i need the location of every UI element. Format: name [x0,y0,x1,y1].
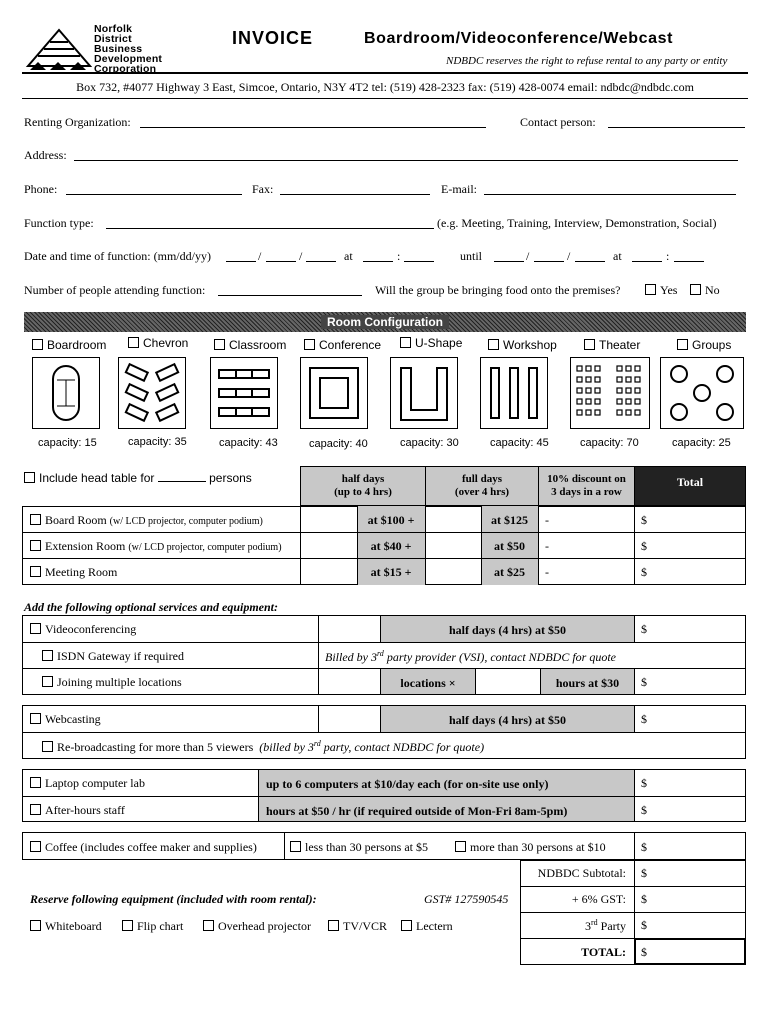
equipment-heading: Reserve following equipment (included with room rental): [30,892,317,906]
until-dd-input[interactable] [534,261,564,262]
until-mm-input[interactable] [494,261,524,262]
gst-number: GST# 127590545 [424,892,509,906]
joining-total[interactable]: $ [641,675,647,689]
room-config-title: Room Configuration [321,315,449,329]
coffee-option[interactable]: Coffee (includes coffee maker and supplies) [30,840,257,855]
date-yy-input[interactable] [306,261,336,262]
theater-layout-icon [570,357,650,429]
until-yy-input[interactable] [575,261,605,262]
header-rule [22,72,748,74]
flipchart-option[interactable]: Flip chart [122,919,183,934]
refuse-note: NDBDC reserves the right to refuse rental to any party or entity [446,55,728,67]
fax-input[interactable] [280,194,430,195]
address-label: Address: [24,148,67,162]
date-time-label: Date and time of function: (mm/dd/yy) [24,249,211,263]
workshop-layout-icon [480,357,548,429]
third-party-label: 3rd Party [584,918,626,933]
extension-full-rate: at $50 [494,539,525,553]
boardroom-row[interactable]: Board Room (w/ LCD projector, computer podium) [30,513,263,528]
config-workshop-option[interactable]: Workshop [488,338,557,352]
capacity-theater: capacity: 70 [580,437,639,449]
yes-label: Yes [660,283,678,297]
head-table-persons: persons [209,471,252,485]
date-sep: / [526,249,530,263]
head-table-label: Include head table for [39,471,155,485]
meeting-half-rate: at $15 + [370,565,412,579]
afterhours-rate: hours at $50 / hr (if required outside of Mon-Fri 8am-5pm) [266,804,568,818]
until-min-input[interactable] [674,261,704,262]
config-classroom-option[interactable]: Classroom [214,338,286,352]
ndbdc-logo-icon [24,26,94,72]
laptop-total[interactable]: $ [641,776,647,790]
afterhours-total[interactable]: $ [641,803,647,817]
locations-label: locations × [400,676,456,690]
meeting-full-rate: at $25 [494,565,525,579]
config-boardroom-option[interactable]: Boardroom [32,338,106,352]
config-ushape-option[interactable]: U-Shape [400,336,462,350]
time-mm-input[interactable] [404,261,434,262]
no-label: No [705,283,720,297]
address-rule [22,98,748,99]
logo [24,23,184,75]
boardroom-discount: - [545,513,549,527]
gst-label: + 6% GST: [571,892,626,906]
org-line: Norfolk [94,23,133,35]
webcast-total[interactable]: $ [641,712,647,726]
optional-heading: Add the following optional services and equipment: [24,600,279,614]
extension-checkbox[interactable] [30,540,41,551]
time-hh-input[interactable] [363,261,393,262]
email-label: E-mail: [441,182,477,196]
boardroom-half-rate: at $100 + [367,513,415,527]
meeting-total[interactable]: $ [641,565,647,579]
extension-row[interactable]: Extension Room (w/ LCD projector, computer podium) [30,539,282,554]
overhead-projector-option[interactable]: Overhead projector [203,919,311,934]
ushape-layout-icon [390,357,458,429]
fax-label: Fax: [252,182,274,196]
org-line: Corporation [94,63,157,75]
conference-layout-icon [300,357,368,429]
boardroom-full-rate: at $125 [491,513,528,527]
isdn-note: Billed by 3rd party provider (VSI), contact NDBDC for quote [325,649,616,664]
boardroom-layout-icon [32,357,100,429]
people-input[interactable] [218,295,362,296]
org-line: Business [94,43,143,55]
org-line: Development [94,53,163,65]
groups-layout-icon [660,357,744,429]
time-sep: : [666,249,670,263]
date-dd-input[interactable] [266,261,296,262]
lectern-option[interactable]: Lectern [401,919,453,934]
date-mm-input[interactable] [226,261,256,262]
time-sep: : [397,249,401,263]
rebroadcast-option[interactable]: Re-broadcasting for more than 5 viewers (billed by 3rd party, contact NDBDC for quote) [42,739,484,755]
boardroom-checkbox[interactable] [30,514,41,525]
subtotal-value[interactable]: $ [641,866,647,880]
meeting-row[interactable]: Meeting Room [30,565,117,580]
address-line: Box 732, #4077 Highway 3 East, Simcoe, Ontario, N3Y 4T2 tel: (519) 428-2323 fax: (519) 428-0074 email: ndbdc@ndbdc.com [76,80,694,94]
function-type-input[interactable] [106,228,434,229]
total-label: TOTAL: [581,945,626,959]
date-sep: / [567,249,571,263]
config-chevron-option[interactable]: Chevron [128,336,188,350]
capacity-workshop: capacity: 45 [490,437,549,449]
capacity-classroom: capacity: 43 [219,437,278,449]
no-checkbox[interactable] [690,284,701,295]
function-type-example: (e.g. Meeting, Training, Interview, Demonstration, Social) [437,216,717,230]
invoice-title: INVOICE [232,28,314,48]
renting-org-input[interactable] [140,127,486,128]
col-half-text: half days (up to 4 hrs) [334,473,392,498]
contact-label: Contact person: [520,115,596,129]
address-input[interactable] [74,160,738,161]
boardroom-total[interactable]: $ [641,513,647,527]
head-table-option[interactable] [24,471,252,485]
room-config-bar [24,312,746,332]
chevron-layout-icon [118,357,186,429]
capacity-conference: capacity: 40 [309,438,368,450]
function-type-label: Function type: [24,216,94,230]
phone-label: Phone: [24,182,58,196]
col-full-text: full days (over 4 hrs) [454,473,510,498]
food-yes-option[interactable] [645,283,677,298]
date-sep: / [258,249,262,263]
hours30-label: hours at $30 [555,676,620,690]
videoconf-option[interactable]: Videoconferencing [30,622,136,637]
col-total-text: Total [676,475,704,489]
afterhours-option[interactable]: After-hours staff [30,803,125,818]
until-at-label: at [613,249,622,263]
org-line: District [94,33,132,45]
until-hh-input[interactable] [632,261,662,262]
until-label: until [460,249,483,263]
meeting-checkbox[interactable] [30,566,41,577]
food-no-option[interactable] [690,283,720,298]
yes-checkbox[interactable] [645,284,656,295]
laptop-option[interactable]: Laptop computer lab [30,776,145,791]
total-value[interactable]: $ [641,945,647,959]
capacity-boardroom: capacity: 15 [38,437,97,449]
tvvcr-option[interactable]: TV/VCR [328,919,387,934]
subtotal-label: NDBDC Subtotal: [537,866,626,880]
config-theater-option[interactable]: Theater [584,338,640,352]
config-conference-option[interactable]: Conference [304,338,381,352]
videoconf-total[interactable]: $ [641,622,647,636]
at-label: at [344,249,353,263]
webcast-option[interactable]: Webcasting [30,712,101,727]
date-sep: / [299,249,303,263]
coffee-lt30-option[interactable]: less than 30 persons at $5 [290,840,428,855]
renting-org-label: Renting Organization: [24,115,131,129]
videoconf-rate: half days (4 hrs) at $50 [448,623,566,637]
classroom-layout-icon [210,357,278,429]
head-table-checkbox[interactable] [24,472,35,483]
coffee-total[interactable]: $ [641,840,647,854]
food-question: Will the group be bringing food onto the premises? [375,283,621,297]
email-input[interactable] [484,194,736,195]
capacity-groups: capacity: 25 [672,437,731,449]
people-label: Number of people attending function: [24,283,206,297]
extension-total[interactable]: $ [641,539,647,553]
joining-option[interactable]: Joining multiple locations [42,675,182,690]
capacity-chevron: capacity: 35 [128,436,187,448]
extension-half-rate: at $40 + [370,539,412,553]
third-party-value[interactable]: $ [641,918,647,932]
contact-input[interactable] [608,127,745,128]
webcast-rate: half days (4 hrs) at $50 [448,713,566,727]
extension-discount: - [545,539,549,553]
service-title: Boardroom/Videoconference/Webcast [364,30,674,47]
isdn-option[interactable]: ISDN Gateway if required [42,649,184,664]
col-discount-text: 10% discount on 3 days in a row [547,473,626,498]
meeting-discount: - [545,565,549,579]
coffee-gt30-option[interactable]: more than 30 persons at $10 [455,840,606,855]
phone-input[interactable] [66,194,242,195]
gst-value[interactable]: $ [641,892,647,906]
whiteboard-option[interactable]: Whiteboard [30,919,102,934]
config-groups-option[interactable]: Groups [677,338,731,352]
capacity-ushape: capacity: 30 [400,437,459,449]
laptop-rate: up to 6 computers at $10/day each (for on-site use only) [266,777,549,791]
head-table-input[interactable] [158,481,206,482]
